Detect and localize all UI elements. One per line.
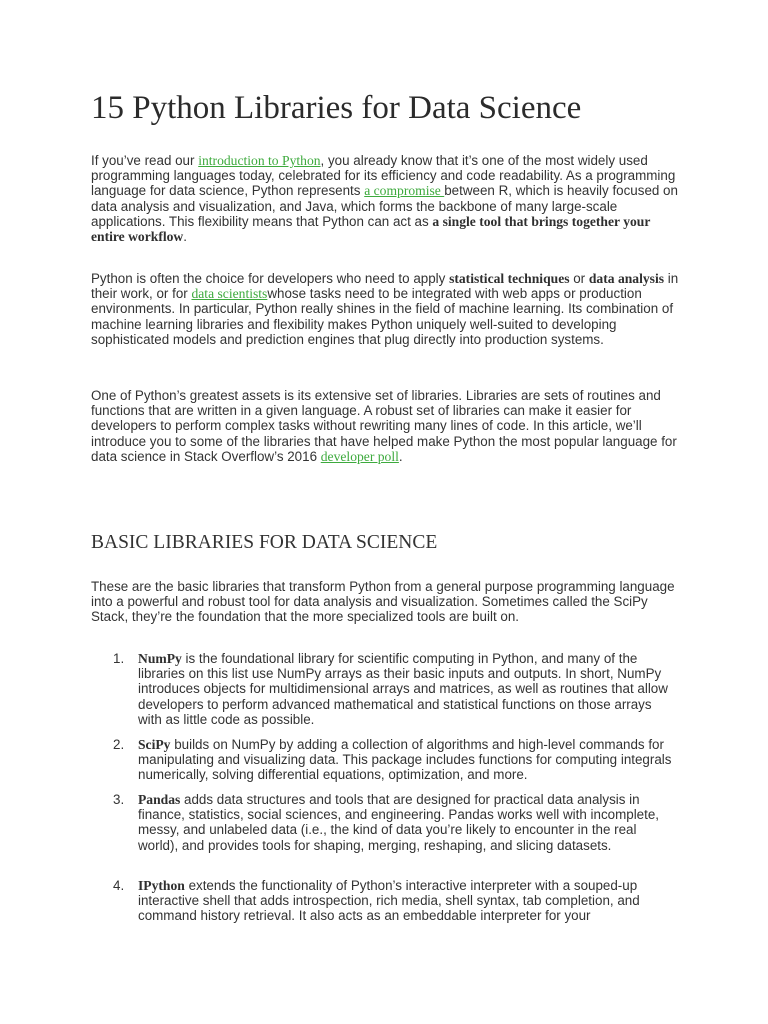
library-description: adds data structures and tools that are designed for practical data analysis in finance, statistics, social sciences, and engineering. Pandas works well with incomplete, messy, and unlabeled data (i.e., the kind of data you’re likely to encounter in the real world), and provides tools for shaping, merging, reshaping, and slicing datasets. <box>138 792 660 853</box>
developer-poll-link[interactable]: developer poll <box>320 448 399 464</box>
text-run: whose tasks need to be integrated with web apps or production environments. In particular, Python really shines in the field of machine learning. Its combination of machine learning libraries and flexibility makes Python uniquely well-suited to developing sophisticated models and prediction engines that plug directly into production systems. <box>91 286 674 347</box>
text-run: , you already know that it’s one of the most widely used programming languages today, celebrated for its efficiency and code readability. As a programming language for data science, Python represents <box>91 153 676 199</box>
intro-paragraph-1 <box>91 153 679 244</box>
list-item-body <box>138 737 678 783</box>
list-number: 4. <box>113 878 125 893</box>
intro-paragraph-3 <box>91 388 679 464</box>
introduction-to-python-link[interactable]: introduction to Python <box>198 153 321 168</box>
section-intro-paragraph: These are the basic libraries that transform Python from a general purpose programming language into a powerful and robust tool for data analysis and visualization. Sometimes called the SciPy Stack, they’re the foundation that the more specialized tools are built on. <box>91 579 675 625</box>
text-run: between R, which is heavily focused on data analysis and visualization, and Java, which forms the backbone of many large-scale applications. This flexibility means that Python can act as <box>91 183 678 229</box>
section-heading: BASIC LIBRARIES FOR DATA SCIENCE <box>91 532 438 553</box>
emphasis-single-tool: a single tool that brings together your entire workflow <box>91 213 651 245</box>
text-run: in their work, or for <box>91 271 679 302</box>
text-run: . <box>183 229 187 245</box>
intro-paragraph-2 <box>91 271 679 347</box>
a-compromise-link[interactable]: a compromise <box>364 183 445 199</box>
library-name: SciPy <box>138 737 171 752</box>
data-scientists-link[interactable]: data scientists <box>191 286 268 302</box>
library-name: IPython <box>138 878 185 893</box>
list-item-body <box>138 792 678 853</box>
emphasis-statistical-techniques: statistical techniques <box>449 271 570 286</box>
emphasis-data-analysis: data analysis <box>588 271 665 286</box>
library-description: extends the functionality of Python’s interactive interpreter with a souped-up interactive shell that adds introspection, rich media, shell syntax, tab completion, and command history retrieval. It also acts as an embeddable interpreter for your <box>138 878 640 924</box>
library-description: is the foundational library for scientific computing in Python, and many of the libraries on this list use NumPy arrays as their basic inputs and outputs. In short, NumPy introduces objects for multidimensional arrays and matrices, as well as routines that allow developers to perform advanced mathematical and statistical functions on those arrays with as little code as possible. <box>138 651 668 727</box>
text-run: . <box>398 448 403 464</box>
list-number: 1. <box>113 651 125 666</box>
library-name: Pandas <box>138 792 181 807</box>
list-item-body <box>138 651 678 727</box>
page-title: 15 Python Libraries for Data Science <box>91 90 582 126</box>
list-number: 2. <box>113 737 125 752</box>
list-number: 3. <box>113 792 125 807</box>
text-run: Python is often the choice for developers who need to apply <box>91 271 450 286</box>
library-name: NumPy <box>138 651 182 666</box>
list-item-body <box>138 878 678 924</box>
text-run: If you’ve read our <box>91 153 199 168</box>
library-description: builds on NumPy by adding a collection of algorithms and high-level commands for manipulating and visualizing data. This package includes functions for computing integrals numerically, solving differential equations, optimization, and more. <box>138 737 672 783</box>
text-run: One of Python’s greatest assets is its extensive set of libraries. Libraries are sets of routines and functions that are written in a given language. A robust set of libraries can make it easier for developers to perform complex tasks without rewriting many lines of code. In this article, we’ll introduce you to some of the libraries that have helped make Python the most popular language for data science in Stack Overflow’s 2016 <box>91 388 677 464</box>
text-run: or <box>569 271 589 286</box>
